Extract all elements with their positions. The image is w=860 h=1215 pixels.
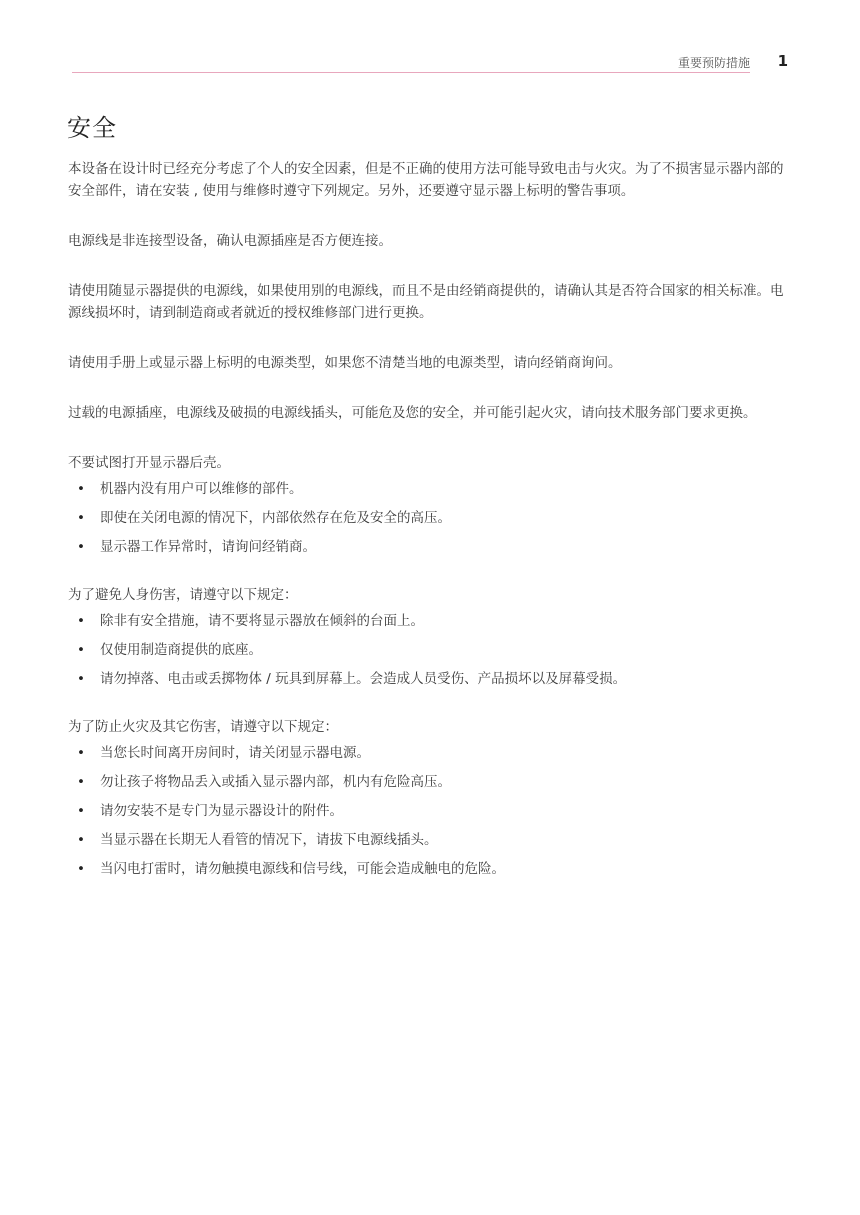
bullet-icon: • [77, 861, 85, 877]
page-title: 安全 [67, 114, 117, 142]
list-item-text: 请勿掉落、电击或丢掷物体 / 玩具到屏幕上。会造成人员受伤、产品损坏以及屏幕受损。 [100, 671, 627, 687]
list-item-text: 当显示器在长期无人看管的情况下，请拔下电源线插头。 [100, 832, 438, 848]
bullet-icon: • [77, 642, 85, 658]
list-item [68, 858, 788, 880]
list-item [68, 742, 788, 764]
section-intro-do-not-open: 不要试图打开显示器后壳。 [68, 455, 230, 471]
list-item [68, 536, 788, 558]
list-item-text: 仅使用制造商提供的底座。 [100, 642, 262, 658]
bullet-icon: • [77, 613, 85, 629]
bullet-icon: • [77, 671, 85, 687]
bullet-icon: • [77, 510, 85, 526]
bullet-icon: • [77, 803, 85, 819]
list-item [68, 771, 788, 793]
page-header [72, 52, 788, 74]
list-item [68, 610, 788, 632]
list-item [68, 829, 788, 851]
bullet-list-injury [68, 610, 788, 690]
bullet-icon: • [77, 481, 85, 497]
list-item-text: 勿让孩子将物品丢入或插入显示器内部，机内有危险高压。 [100, 774, 451, 790]
list-item-text: 即使在关闭电源的情况下，内部依然存在危及安全的高压。 [100, 510, 451, 526]
power-cord-usage-paragraph: 请使用随显示器提供的电源线，如果使用别的电源线，而且不是由经销商提供的，请确认其是否符合国家的相关标准。电源线损坏时，请到制造商或者就近的授权维修部门进行更换。 [68, 283, 784, 321]
section-intro-fire: 为了防止火灾及其它伤害，请遵守以下规定： [68, 719, 338, 735]
list-item-text: 请勿安装不是专门为显示器设计的附件。 [100, 803, 343, 819]
list-item [68, 507, 788, 529]
power-cord-connection-paragraph: 电源线是非连接型设备，确认电源插座是否方便连接。 [68, 233, 392, 249]
list-item-text: 机器内没有用户可以维修的部件。 [100, 481, 303, 497]
bullet-icon: • [77, 774, 85, 790]
list-item-text: 当闪电打雷时，请勿触摸电源线和信号线，可能会造成触电的危险。 [100, 861, 505, 877]
header-rule [72, 72, 750, 73]
bullet-icon: • [77, 539, 85, 555]
list-item-text: 除非有安全措施，请不要将显示器放在倾斜的台面上。 [100, 613, 424, 629]
page-number: 1 [777, 52, 788, 70]
list-item [68, 800, 788, 822]
list-item [68, 668, 788, 690]
header-title: 重要预防措施 [677, 56, 750, 70]
bullet-list-fire [68, 742, 788, 880]
bullet-icon: • [77, 832, 85, 848]
list-item-text: 显示器工作异常时，请询问经销商。 [100, 539, 316, 555]
document-body [68, 158, 788, 906]
overload-paragraph: 过载的电源插座，电源线及破损的电源线插头，可能危及您的安全，并可能引起火灾，请向技术服务部门要求更换。 [68, 405, 757, 421]
list-item [68, 639, 788, 661]
power-type-paragraph: 请使用手册上或显示器上标明的电源类型，如果您不清楚当地的电源类型，请向经销商询问。 [68, 355, 622, 371]
intro-paragraph: 本设备在设计时已经充分考虑了个人的安全因素，但是不正确的使用方法可能导致电击与火灾。为了不损害显示器内部的安全部件，请在安装 , 使用与维修时遵守下列规定。另外，还要遵守显示器上标明的警告事项。 [68, 161, 784, 199]
bullet-list-do-not-open [68, 478, 788, 558]
section-intro-injury: 为了避免人身伤害，请遵守以下规定： [68, 587, 298, 603]
list-item-text: 当您长时间离开房间时，请关闭显示器电源。 [100, 745, 370, 761]
bullet-icon: • [77, 745, 85, 761]
list-item [68, 478, 788, 500]
